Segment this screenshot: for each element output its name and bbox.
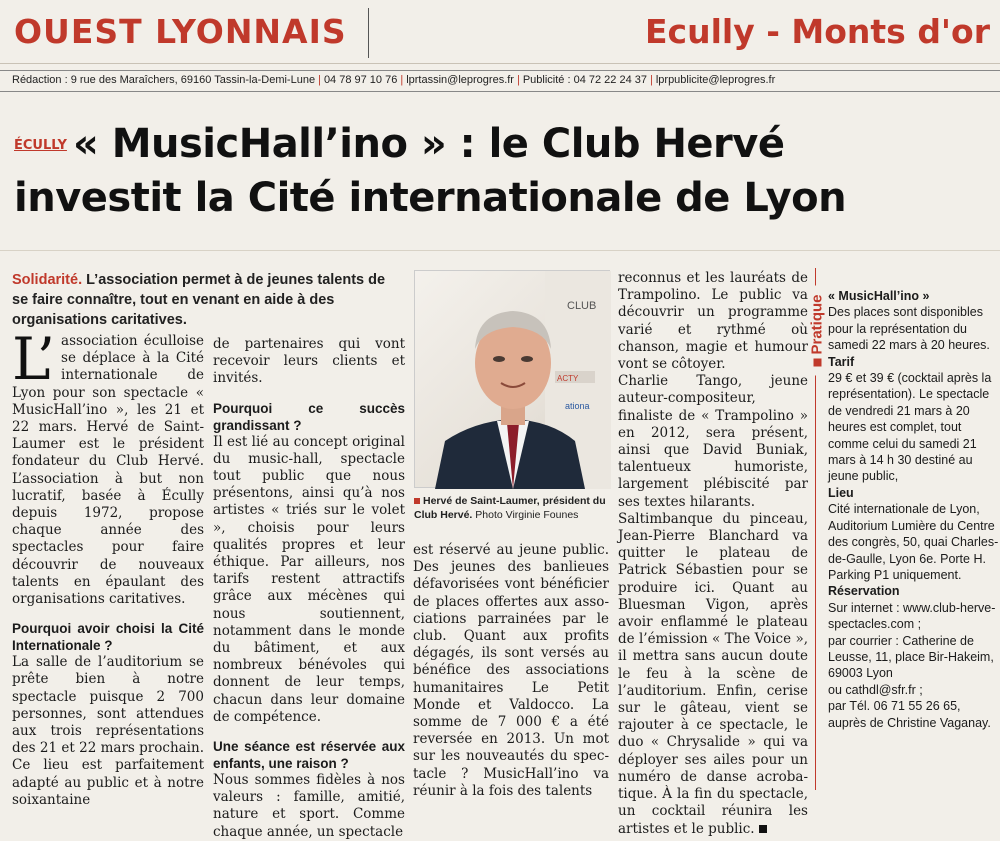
reservation-web[interactable]: Sur internet : www.club-herve-spectacles.com ; bbox=[828, 600, 996, 632]
redaction-email[interactable]: lprtassin@leprogres.fr bbox=[406, 74, 514, 86]
sidebar-title: « MusicHall’ino » bbox=[828, 289, 930, 303]
paragraph: Charlie Tango, jeune auteur-compositeur, finaliste de « Trampolino » en 2012, sera présent, ainsi que David Buniak, talentueux humoriste, largement plébiscité par ses textes hilarants. bbox=[618, 373, 808, 510]
lieu-heading: Lieu bbox=[828, 485, 854, 500]
caption-bullet bbox=[414, 498, 420, 504]
column-4 bbox=[618, 270, 808, 837]
column-3 bbox=[413, 542, 609, 800]
kicker: ÉCULLY bbox=[14, 138, 67, 153]
redaction-address: Rédaction : 9 rue des Maraîchers, 69160 Tassin-la-Demi-Lune bbox=[12, 74, 316, 86]
info-sidebar bbox=[808, 268, 999, 790]
lead-text: L’association permet à de jeunes talents de se faire connaître, tout en venant en aide à des organisations caritatives. bbox=[12, 272, 386, 328]
headline-rule bbox=[0, 250, 1000, 251]
publicite-phone: Publicité : 04 72 22 24 37 bbox=[522, 74, 647, 86]
caption-credit: Photo Virginie Founes bbox=[475, 509, 579, 521]
reservation-phone: par Tél. 06 71 55 26 65, auprès de Christine Vaganay. bbox=[828, 699, 991, 730]
reservation-heading: Réservation bbox=[828, 584, 900, 599]
publicite-email[interactable]: lprpublicite@leprogres.fr bbox=[655, 74, 776, 86]
column-1 bbox=[12, 325, 204, 808]
sidebar-tab-label: Pratique bbox=[808, 294, 826, 355]
headline-line-1: « MusicHall’ino » : le Club Hervé bbox=[72, 121, 785, 167]
redaction-phone: 04 78 97 10 76 bbox=[323, 74, 398, 86]
headline-line-2: investit la Cité internationale de Lyon bbox=[14, 175, 847, 221]
reservation-mail: par courrier : Catherine de Leusse, 11, place Bir-Hakeim, 69003 Lyon bbox=[828, 633, 994, 681]
reservation-email[interactable]: ou cathdl@sfr.fr ; bbox=[828, 682, 923, 697]
portrait-illustration bbox=[415, 271, 611, 489]
photo-caption bbox=[414, 494, 610, 522]
question-heading: Pourquoi avoir choisi la Cité Internationale ? bbox=[12, 621, 204, 654]
tarif-heading: Tarif bbox=[828, 354, 855, 369]
page-header bbox=[0, 0, 1000, 64]
locality-title: Ecully - Monts d'or bbox=[645, 12, 990, 51]
contact-bar: Rédaction : 9 rue des Maraîchers, 69160 Tassin-la-Demi-Lune | 04 78 97 10 76 | lprtassin@leprogres.fr | Publicité : 04 72 22 24 37 | lprpublicite@leprogres.fr bbox=[0, 70, 1000, 92]
photo-sign-ationa: ationa bbox=[565, 401, 590, 411]
paragraph: La salle de l’auditorium se prête bien à notre spectacle puisque 2 700 personnes, sont attendues aux trois représentations des 21 et 22 mars prochain. Ce lieu est parfaitement adapté au public et à notre soixantaine bbox=[12, 654, 204, 808]
drop-cap: L’ bbox=[12, 325, 56, 393]
caption-name: Hervé de Saint-Laumer, président du Club Hervé. bbox=[414, 495, 606, 521]
question-heading: Une séance est réservée aux enfants, une raison ? bbox=[213, 739, 405, 772]
square-bullet-icon bbox=[814, 359, 822, 367]
article-lead bbox=[12, 270, 400, 330]
sidebar-tab bbox=[806, 288, 828, 378]
paragraph: Il est lié au concept original du music-hall, spectacle tout public que nous présentons, ainsi qu’à nos artistes « triés sur le volet », choisis pour leurs qualités propres et leur éthique. Par ailleurs, nos tarifs restent attractifs grâce aux mécènes qui nous soutiennent, notamment dans le monde du bâtiment, et aux nombreux bénévoles qui donnent de leur temps, chacun dans leur domaine de compétence. bbox=[213, 433, 405, 725]
article-headline bbox=[14, 118, 989, 224]
photo-sign-club: CLUB bbox=[567, 300, 597, 312]
header-divider bbox=[368, 8, 369, 58]
lieu-text: Cité internationale de Lyon, Auditorium Lumière du Centre des congrès, 50, quai Charles-de-Gaulle, Lyon 6e. Porte H. Parking P1 uniquement. bbox=[828, 502, 999, 582]
paragraph: est réservé au jeune public. Des jeunes des banlieues défavorisées vont bénéficier de places offertes aux associations parrainées par le club. Quant aux profits dégagés, ils sont versés au bénéfice des associations humanitaires Le Petit Monde et Valdocco. La somme de 7 000 € a été reversée en 2013. Un mot sur les nouveautés du spectacle ? MusicHall’ino va réunir à la fois des talents bbox=[413, 542, 609, 799]
paragraph: Saltimbanque du pinceau, Jean-Pierre Blanchard va quitter le plateau de Patrick Sébastien pour se produire ici. Quant au Bluesman Vigon, après avoir enflammé le plateau de l’émission « The Voice », il mettra sans aucun doute le feu à la scène de l’auditorium. Enfin, cerise sur le gâteau, vient se rajouter à ce spectacle, le duo « Chrysalide » qui va déployer ses ailes pour un numéro de danse acrobatique. À la fin du spectacle, un cocktail réunira les artistes et le public. bbox=[618, 510, 808, 837]
photo-sign-acty: ACTY bbox=[557, 374, 579, 383]
paragraph: reconnus et les lauréats de Trampolino. Le public va découvrir un programme varié et rythmé où chanson, magie et humour vont se côtoyer. bbox=[618, 270, 808, 373]
paragraph: de partenaires qui vont recevoir leurs clients et invités. bbox=[213, 336, 405, 387]
sidebar-intro: Des places sont disponibles pour la représentation du samedi 22 mars à 20 heures. bbox=[828, 305, 990, 353]
end-mark bbox=[759, 825, 767, 833]
column-2 bbox=[213, 336, 405, 840]
portrait-photo bbox=[414, 270, 610, 488]
paragraph: L’ association éculloise se déplace à la Cité internationale de Lyon pour son spectacle « MusicHall’ino », les 21 et 22 mars. Hervé de Saint-Laumer est le président fondateur du Club Hervé. L’association à but non lucratif, basée à Écully depuis 1972, propose chaque année des spectacles pour faire découvrir de nouveaux talents en épaulant des organisations caritatives. bbox=[12, 325, 204, 608]
tarif-text: 29 € et 39 € (cocktail après la représentation). Le spectacle de vendredi 21 mars à 20 heures est complet, tout comme celui du samedi 21 mars à 14 h 30 destiné au jeune public, bbox=[828, 371, 992, 484]
sidebar-body bbox=[828, 288, 1000, 731]
section-title: OUEST LYONNAIS bbox=[14, 12, 347, 51]
lead-label: Solidarité. bbox=[12, 272, 83, 288]
question-heading: Pourquoi ce succès grandissant ? bbox=[213, 400, 405, 433]
paragraph: Nous sommes fidèles à nos valeurs : famille, amitié, nature et sport. Comme chaque année, un spectacle bbox=[213, 772, 405, 840]
